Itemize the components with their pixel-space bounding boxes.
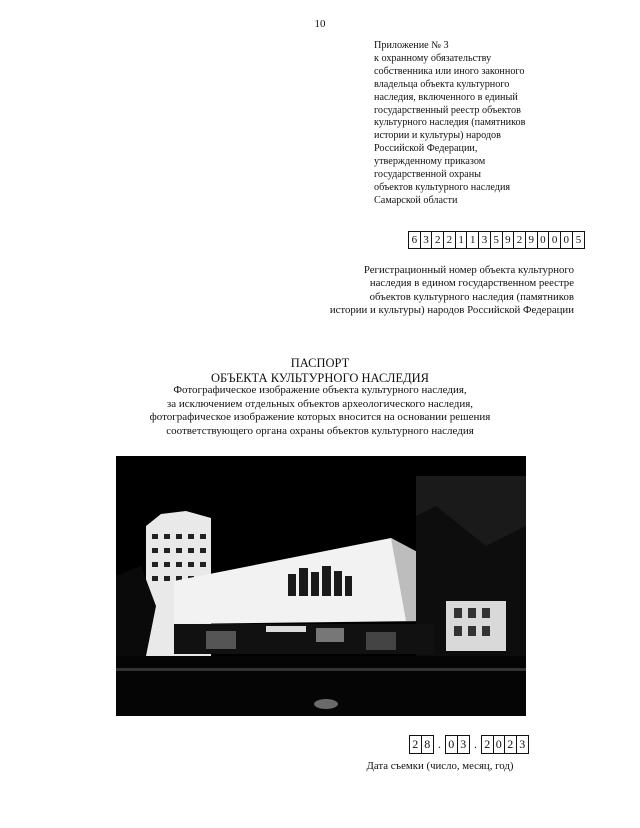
appendix-line: Приложение № 3 bbox=[374, 40, 449, 51]
caption-line: Регистрационный номер объекта культурного bbox=[363, 264, 574, 276]
reg-digit: 0 bbox=[561, 232, 573, 248]
passport-title bbox=[0, 356, 640, 385]
photo-subtitle bbox=[0, 384, 640, 438]
appendix-line: Самарской области bbox=[374, 194, 458, 206]
date-digit: 8 bbox=[424, 737, 431, 751]
subtitle-line: за исключением отдельных объектов археологического наследия, bbox=[166, 397, 474, 410]
caption-line: истории и культуры) народов Российской Федерации bbox=[329, 304, 574, 317]
title-line: ПАСПОРТ bbox=[290, 356, 350, 370]
appendix-line: государственный реестр объектов bbox=[374, 104, 521, 116]
reg-digit: 2 bbox=[444, 232, 456, 248]
reg-digit: 2 bbox=[514, 232, 526, 248]
date-digit: 2 bbox=[505, 736, 517, 753]
appendix-line: наследия, включенного в единый bbox=[374, 91, 518, 103]
appendix-line: владельца объекта культурного bbox=[374, 78, 510, 90]
reg-digit: 3 bbox=[479, 232, 491, 248]
subtitle-line: фотографическое изображение которых вносится на основании решения bbox=[149, 411, 491, 424]
appendix-line: объектов культурного наследия bbox=[374, 181, 511, 193]
registration-number-boxes bbox=[408, 231, 585, 249]
reg-digit: 9 bbox=[503, 232, 515, 248]
reg-digit: 2 bbox=[432, 232, 444, 248]
title-line: ОБЪЕКТА КУЛЬТУРНОГО НАСЛЕДИЯ bbox=[211, 370, 429, 385]
appendix-line: государственной охраны bbox=[374, 169, 481, 181]
reg-digit: 1 bbox=[467, 232, 479, 248]
registration-caption bbox=[296, 264, 574, 318]
date-separator: . bbox=[474, 737, 477, 751]
subtitle-line: Фотографическое изображение объекта культурного наследия, bbox=[173, 384, 467, 396]
shoot-date-field bbox=[409, 735, 529, 754]
reg-digit: 3 bbox=[421, 232, 433, 248]
shoot-date-caption: Дата съемки (число, месяц, год) bbox=[366, 760, 514, 772]
caption-line: наследия в едином государственном реестре bbox=[369, 277, 574, 290]
date-digit: 2 bbox=[410, 736, 422, 753]
appendix-line: истории и культуры) народов bbox=[374, 130, 501, 142]
reg-digit: 9 bbox=[526, 232, 538, 248]
appendix-line: к охранному обязательству bbox=[374, 52, 492, 64]
reg-digit: 0 bbox=[538, 232, 550, 248]
appendix-line: утвержденному приказом bbox=[374, 156, 486, 168]
page-number: 10 bbox=[314, 18, 326, 30]
date-separator: . bbox=[438, 737, 441, 751]
appendix-line: собственника или иного законного bbox=[374, 65, 525, 77]
appendix-header bbox=[374, 40, 624, 208]
date-month bbox=[445, 735, 470, 754]
subtitle-line: соответствующего органа охраны объектов культурного наследия bbox=[166, 424, 474, 437]
reg-digit: 1 bbox=[456, 232, 468, 248]
appendix-line: Российской Федерации, bbox=[374, 143, 478, 155]
date-digit: 3 bbox=[460, 737, 467, 751]
building-photo-icon bbox=[116, 456, 526, 716]
building-photo bbox=[116, 456, 526, 716]
caption-line: объектов культурного наследия (памятников bbox=[369, 290, 574, 303]
date-digit: 0 bbox=[446, 736, 458, 753]
date-digit: 2 bbox=[482, 736, 494, 753]
appendix-line: культурного наследия (памятников bbox=[374, 117, 526, 129]
date-digit: 3 bbox=[519, 737, 526, 751]
date-year bbox=[481, 735, 529, 754]
reg-digit: 0 bbox=[549, 232, 561, 248]
reg-digit: 6 bbox=[409, 232, 421, 248]
date-digit: 0 bbox=[494, 736, 506, 753]
reg-digit: 5 bbox=[575, 234, 582, 246]
date-day bbox=[409, 735, 434, 754]
reg-digit: 5 bbox=[491, 232, 503, 248]
